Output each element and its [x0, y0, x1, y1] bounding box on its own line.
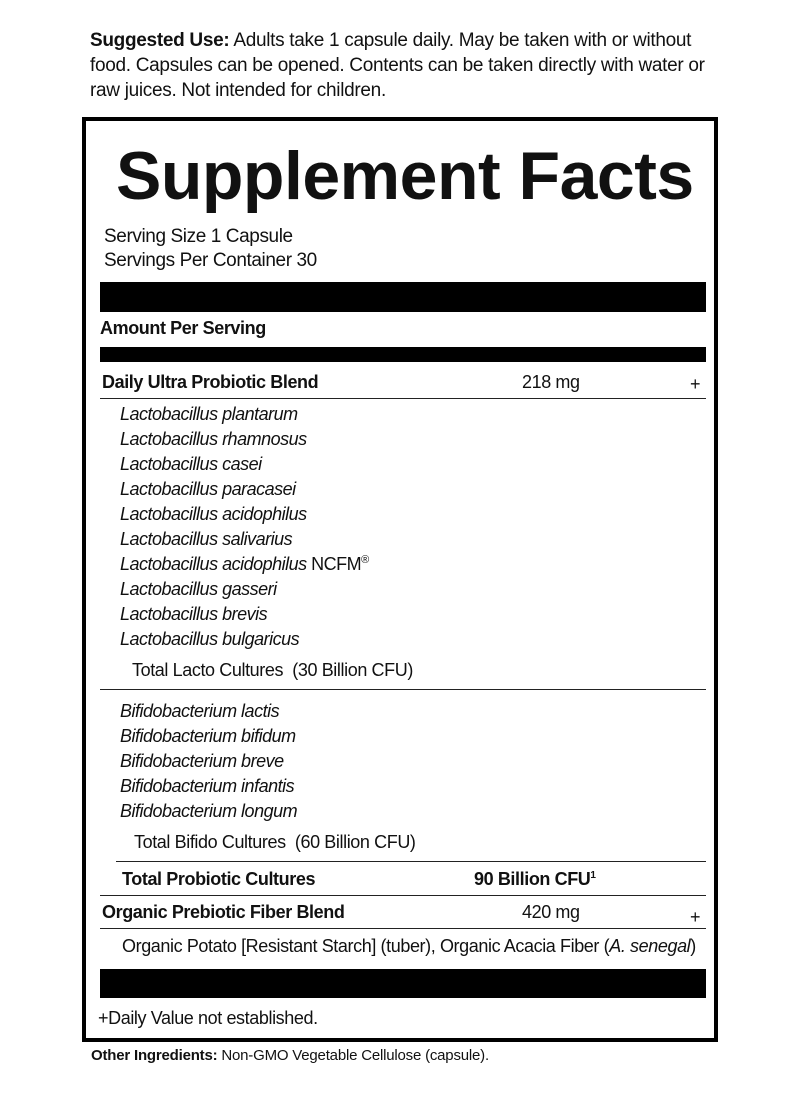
supplement-facts-panel: [82, 117, 718, 1042]
prebiotic-blend-amount: 420 mg: [522, 902, 580, 922]
prebiotic-blend-name: Organic Prebiotic Fiber Blend: [102, 902, 345, 922]
other-ingredients-text: Non-GMO Vegetable Cellulose (capsule).: [217, 1047, 489, 1064]
ncfm-suffix: NCFM: [306, 554, 362, 574]
row-divider: [116, 861, 706, 862]
list-item: Lactobacillus casei: [120, 454, 262, 474]
suggested-use-text: Adults take 1 capsule daily. May be taken with or without food. Capsules can be opened. Contents can be taken directly with water or raw juices. Not intended for children.: [90, 30, 705, 101]
list-item: Bifidobacterium bifidum: [120, 726, 296, 746]
total-probiotic-amount: [474, 867, 596, 891]
total-probiotic-value: 90 Billion CFU: [474, 869, 591, 889]
list-item: Lactobacillus bulgaricus: [120, 629, 300, 649]
thick-divider: [100, 282, 706, 312]
probiotic-blend-dv: +: [690, 374, 701, 394]
suggested-use: [90, 28, 730, 103]
prebiotic-ingredients: [122, 934, 696, 958]
other-ingredients-label: Other Ingredients:: [91, 1047, 218, 1064]
probiotic-blend-name: Daily Ultra Probiotic Blend: [102, 372, 319, 392]
list-item: Lactobacillus brevis: [120, 604, 268, 624]
list-item: Bifidobacterium lactis: [120, 701, 280, 721]
prebiotic-blend-dv: +: [690, 907, 701, 927]
row-divider: [100, 928, 706, 929]
servings-per-container: Servings Per Container 30: [104, 250, 317, 271]
list-item: Lactobacillus gasseri: [120, 579, 277, 599]
list-item: Bifidobacterium breve: [120, 751, 284, 771]
list-item: [120, 552, 369, 577]
medium-divider: [100, 347, 706, 362]
prebiotic-species: A. senegal: [609, 936, 691, 956]
total-lacto-cultures: Total Lacto Cultures (30 Billion CFU): [132, 660, 413, 680]
prebiotic-ingredients-text: Organic Potato [Resistant Starch] (tuber), Organic Acacia Fiber (: [122, 936, 610, 956]
total-bifido-cultures: Total Bifido Cultures (60 Billion CFU): [134, 832, 416, 852]
registered-mark: ®: [361, 554, 369, 566]
row-divider: [100, 689, 706, 690]
probiotic-blend-amount: 218 mg: [522, 372, 580, 392]
strain-name: Lactobacillus acidophilus: [120, 554, 307, 574]
list-item: Lactobacillus rhamnosus: [120, 429, 307, 449]
footnote-marker: 1: [590, 870, 596, 881]
daily-value-note: +Daily Value not established.: [98, 1008, 318, 1028]
serving-size: Serving Size 1 Capsule: [104, 226, 293, 247]
list-item: Lactobacillus acidophilus: [120, 504, 307, 524]
suggested-use-label: Suggested Use:: [90, 30, 230, 51]
row-divider: [100, 895, 706, 896]
list-item: Lactobacillus plantarum: [120, 404, 298, 424]
list-item: Lactobacillus paracasei: [120, 479, 296, 499]
row-divider: [100, 398, 706, 399]
list-item: Bifidobacterium longum: [120, 801, 298, 821]
amount-per-serving: Amount Per Serving: [100, 318, 266, 338]
other-ingredients: [91, 1046, 489, 1066]
total-probiotic-name: Total Probiotic Cultures: [122, 869, 316, 889]
prebiotic-ingredients-close: ): [690, 936, 696, 956]
list-item: Bifidobacterium infantis: [120, 776, 295, 796]
list-item: Lactobacillus salivarius: [120, 529, 293, 549]
facts-title: Supplement Facts: [116, 138, 694, 214]
bottom-thick-divider: [100, 969, 706, 998]
